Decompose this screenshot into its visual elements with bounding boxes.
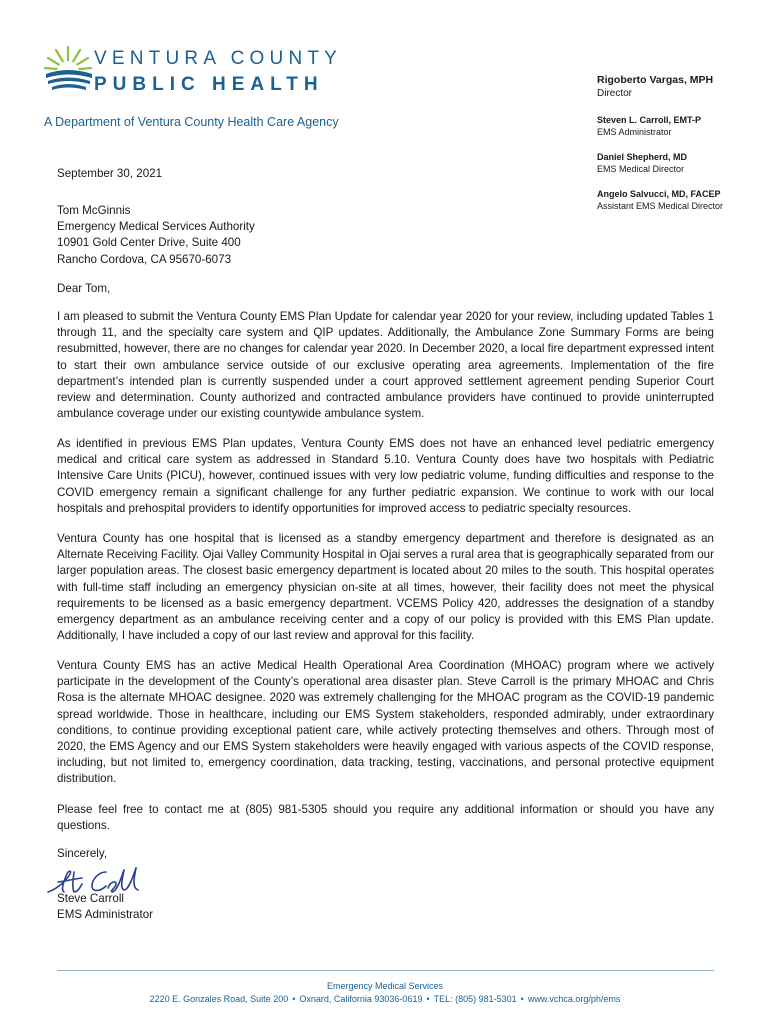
staff-title: EMS Medical Director [597, 164, 685, 174]
signer-block [57, 891, 714, 923]
staff-entry [597, 73, 767, 101]
body-paragraph: I am pleased to submit the Ventura County EMS Plan Update for calendar year 2020 for your review, including updated Tables 1 through 11, and the specialty care system and QIP updates. Additionally, the Ambulance Zone Summary Forms are being resubmitted, however, there are no changes for calendar year 2020. In December 2020, a local fire department expressed intent to start their own ambulance service outside of our exclusive operating area agreements. Implementation of the fire department’s intended plan is currently suspended under a court approved settlement agreement pending Superior Court review and determination. County authorized and contracted ambulance providers have continued to provide uninterrupted ambulance coverage under our existing countywide ambulance system. [57, 310, 714, 421]
ventura-county-public-health-logo [44, 44, 343, 104]
bullet-separator: • [426, 994, 430, 1004]
agency-tagline: A Department of Ventura County Health Care Agency [44, 115, 339, 129]
body-paragraph: Ventura County has one hospital that is licensed as a standby emergency department and therefore is designated as an Alternate Receiving Facility. Ojai Valley Community Hospital in Ojai serves a rural area that is geographically separated from our larger population areas. The closest basic emergency department is located about 20 miles to the south. This hospital operates with full-time staff including an emergency physician on-site at all times, however, their facility does not meet the physical requirements to be licensed as a basic emergency department. VCEMS Policy 420, addresses the designation of a standby emergency department as an ambulance receiving center and a copy of our policy is provided with this EMS Plan update. Additionally, I have included a copy of our last review and approval for this facility. [57, 532, 714, 643]
recipient-name: Tom McGinnis [57, 204, 131, 217]
footer-web: www.vchca.org/ph/ems [527, 994, 621, 1004]
closing: Sincerely, [57, 847, 108, 860]
staff-name: Daniel Shepherd, MD [597, 152, 688, 162]
recipient-street: 10901 Gold Center Drive, Suite 400 [57, 236, 241, 250]
footer-address: 2220 E. Gonzales Road, Suite 200 [149, 994, 289, 1004]
staff-name: Rigoberto Vargas, MPH [597, 74, 714, 86]
footer-contact [0, 994, 770, 1004]
logo-line-public-health: PUBLIC HEALTH [94, 74, 324, 95]
signer-title: EMS Administrator [57, 908, 153, 922]
footer-divider [57, 970, 714, 971]
sunrise-logo-icon [44, 44, 96, 96]
recipient-org: Emergency Medical Services Authority [57, 220, 255, 234]
staff-title: Assistant EMS Medical Director [597, 201, 724, 211]
bullet-separator: • [292, 994, 296, 1004]
logo-line-ventura-county: VENTURA COUNTY [94, 48, 343, 69]
footer-tel: TEL: (805) 981-5301 [433, 994, 517, 1004]
letter-date: September 30, 2021 [57, 167, 163, 180]
recipient-city: Rancho Cordova, CA 95670-6073 [57, 252, 232, 266]
signer-name: Steve Carroll [57, 892, 125, 905]
staff-entry [597, 114, 767, 138]
staff-name: Angelo Salvucci, MD, FACEP [597, 189, 721, 199]
recipient-address [57, 203, 714, 268]
footer-city: Oxnard, California 93036-0619 [299, 994, 423, 1004]
body-paragraph: Please feel free to contact me at (805) 981-5305 should you require any additional information or should you have any questions. [57, 803, 714, 833]
bullet-separator: • [520, 994, 524, 1004]
body-paragraph: Ventura County EMS has an active Medical Health Operational Area Coordination (MHOAC) program where we actively participate in the development of the County’s operational area disaster plan. Steve Carroll is the primary MHOAC and Chris Rosa is the alternate MHOAC designee. 2020 was extremely challenging for the MHOAC program as the COVID-19 pandemic spread worldwide. Those in healthcare, including our EMS System stakeholders, responded admirably, under extraordinary conditions, to continue providing exceptional patient care, while actively protecting themselves and others. Through most of 2020, the EMS Agency and our EMS System stakeholders were heavily engaged with various aspects of the COVID response, including, but not limited to, emergency coordination, data tracking, testing, vaccinations, and personal protective equipment distribution. [57, 659, 714, 786]
body-paragraph: As identified in previous EMS Plan updates, Ventura County EMS does not have an enhanced level pediatric emergency medical and critical care system as addressed in Standard 5.10. Ventura County does have two hospitals with Pediatric Intensive Care Units (PICU), however, continued issues with very low pediatric volume, funding difficulties and response to the COVID emergency remain a significant challenge for any further pediatric expansion. We continue to work with our local hospitals and prehospital providers to identify opportunities for improved access to pediatric specialty resources. [57, 437, 714, 515]
staff-name: Steven L. Carroll, EMT-P [597, 115, 702, 125]
footer-department: Emergency Medical Services [326, 981, 444, 991]
staff-title: Director [597, 88, 633, 99]
staff-title: EMS Administrator [597, 127, 672, 137]
salutation: Dear Tom, [57, 282, 111, 295]
